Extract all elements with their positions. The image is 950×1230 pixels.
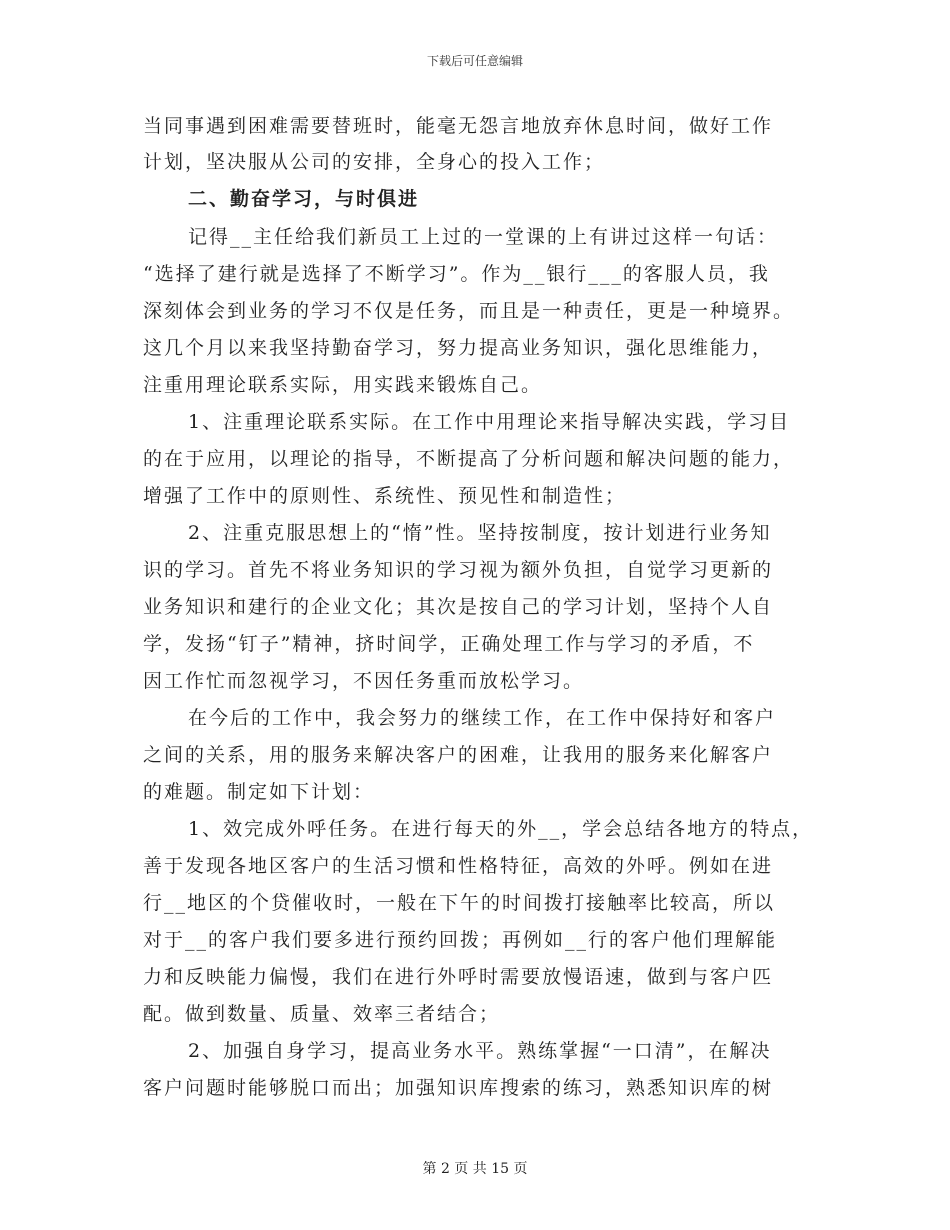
page-header: 下载后可任意编辑: [426, 54, 523, 68]
body-line: 计划，坚决服从公司的安排，全身心的投入工作；: [143, 151, 606, 173]
body-line: 的难题。制定如下计划：: [143, 781, 375, 803]
body-line: 力和反映能力偏慢，我们在进行外呼时需要放慢语速，做到与客户匹: [143, 966, 774, 988]
body-line: 业务知识和建行的企业文化；其次是按自己的学习计划，坚持个人自: [143, 596, 774, 618]
body-line: 行__地区的个贷催收时，一般在下午的时间拨打接触率比较高，所以: [143, 892, 776, 914]
body-line: 这几个月以来我坚持勤奋学习，努力提高业务知识，强化思维能力，: [143, 337, 774, 359]
body-line: 在今后的工作中，我会努力的继续工作，在工作中保持好和客户: [188, 707, 777, 729]
body-line: 配。做到数量、质量、效率三者结合；: [143, 1003, 501, 1025]
section-heading: 二、勤奋学习，与时俱进: [188, 188, 420, 210]
body-line: 当同事遇到困难需要替班时，能毫无怨言地放弃休息时间，做好工作: [143, 115, 774, 137]
body-line: 2、加强自身学习，提高业务水平。熟练掌握“一口清”，在解决: [188, 1040, 772, 1062]
body-line: 客户问题时能够脱口而出；加强知识库搜索的练习，熟悉知识库的树: [143, 1077, 774, 1099]
body-line: 的在于应用，以理论的指导，不断提高了分析问题和解决问题的能力，: [143, 448, 795, 470]
body-line: “选择了建行就是选择了不断学习”。作为__银行___的客服人员，我: [143, 263, 770, 285]
page-number: 第 2 页 共 15 页: [422, 1161, 528, 1177]
body-line: 深刻体会到业务的学习不仅是任务，而且是一种责任，更是一种境界。: [143, 300, 795, 322]
body-line: 1、注重理论联系实际。在工作中用理论来指导解决实践，学习目: [188, 411, 791, 433]
body-line: 注重用理论联系实际，用实践来锻炼自己。: [143, 374, 543, 396]
body-line: 2、注重克服思想上的“惰”性。坚持按制度，按计划进行业务知: [188, 522, 772, 544]
body-line: 记得__主任给我们新员工上过的一堂课的上有讲过这样一句话：: [188, 226, 779, 248]
body-line: 识的学习。首先不将业务知识的学习视为额外负担，自觉学习更新的: [143, 559, 774, 581]
body-line: 对于__的客户我们要多进行预约回拨；再例如__行的客户他们理解能: [143, 929, 778, 951]
body-line: 学，发扬“钉子”精神，挤时间学，正确处理工作与学习的矛盾，不: [143, 633, 755, 655]
body-line: 1、效完成外呼任务。在进行每天的外__，学会总结各地方的特点，: [188, 818, 814, 840]
body-line: 善于发现各地区客户的生活习惯和性格特征，高效的外呼。例如在进: [143, 855, 774, 877]
body-line: 之间的关系，用的服务来解决客户的困难，让我用的服务来化解客户: [143, 744, 774, 766]
body-line: 增强了工作中的原则性、系统性、预见性和制造性；: [143, 485, 627, 507]
body-line: 因工作忙而忽视学习，不因任务重而放松学习。: [143, 670, 585, 692]
